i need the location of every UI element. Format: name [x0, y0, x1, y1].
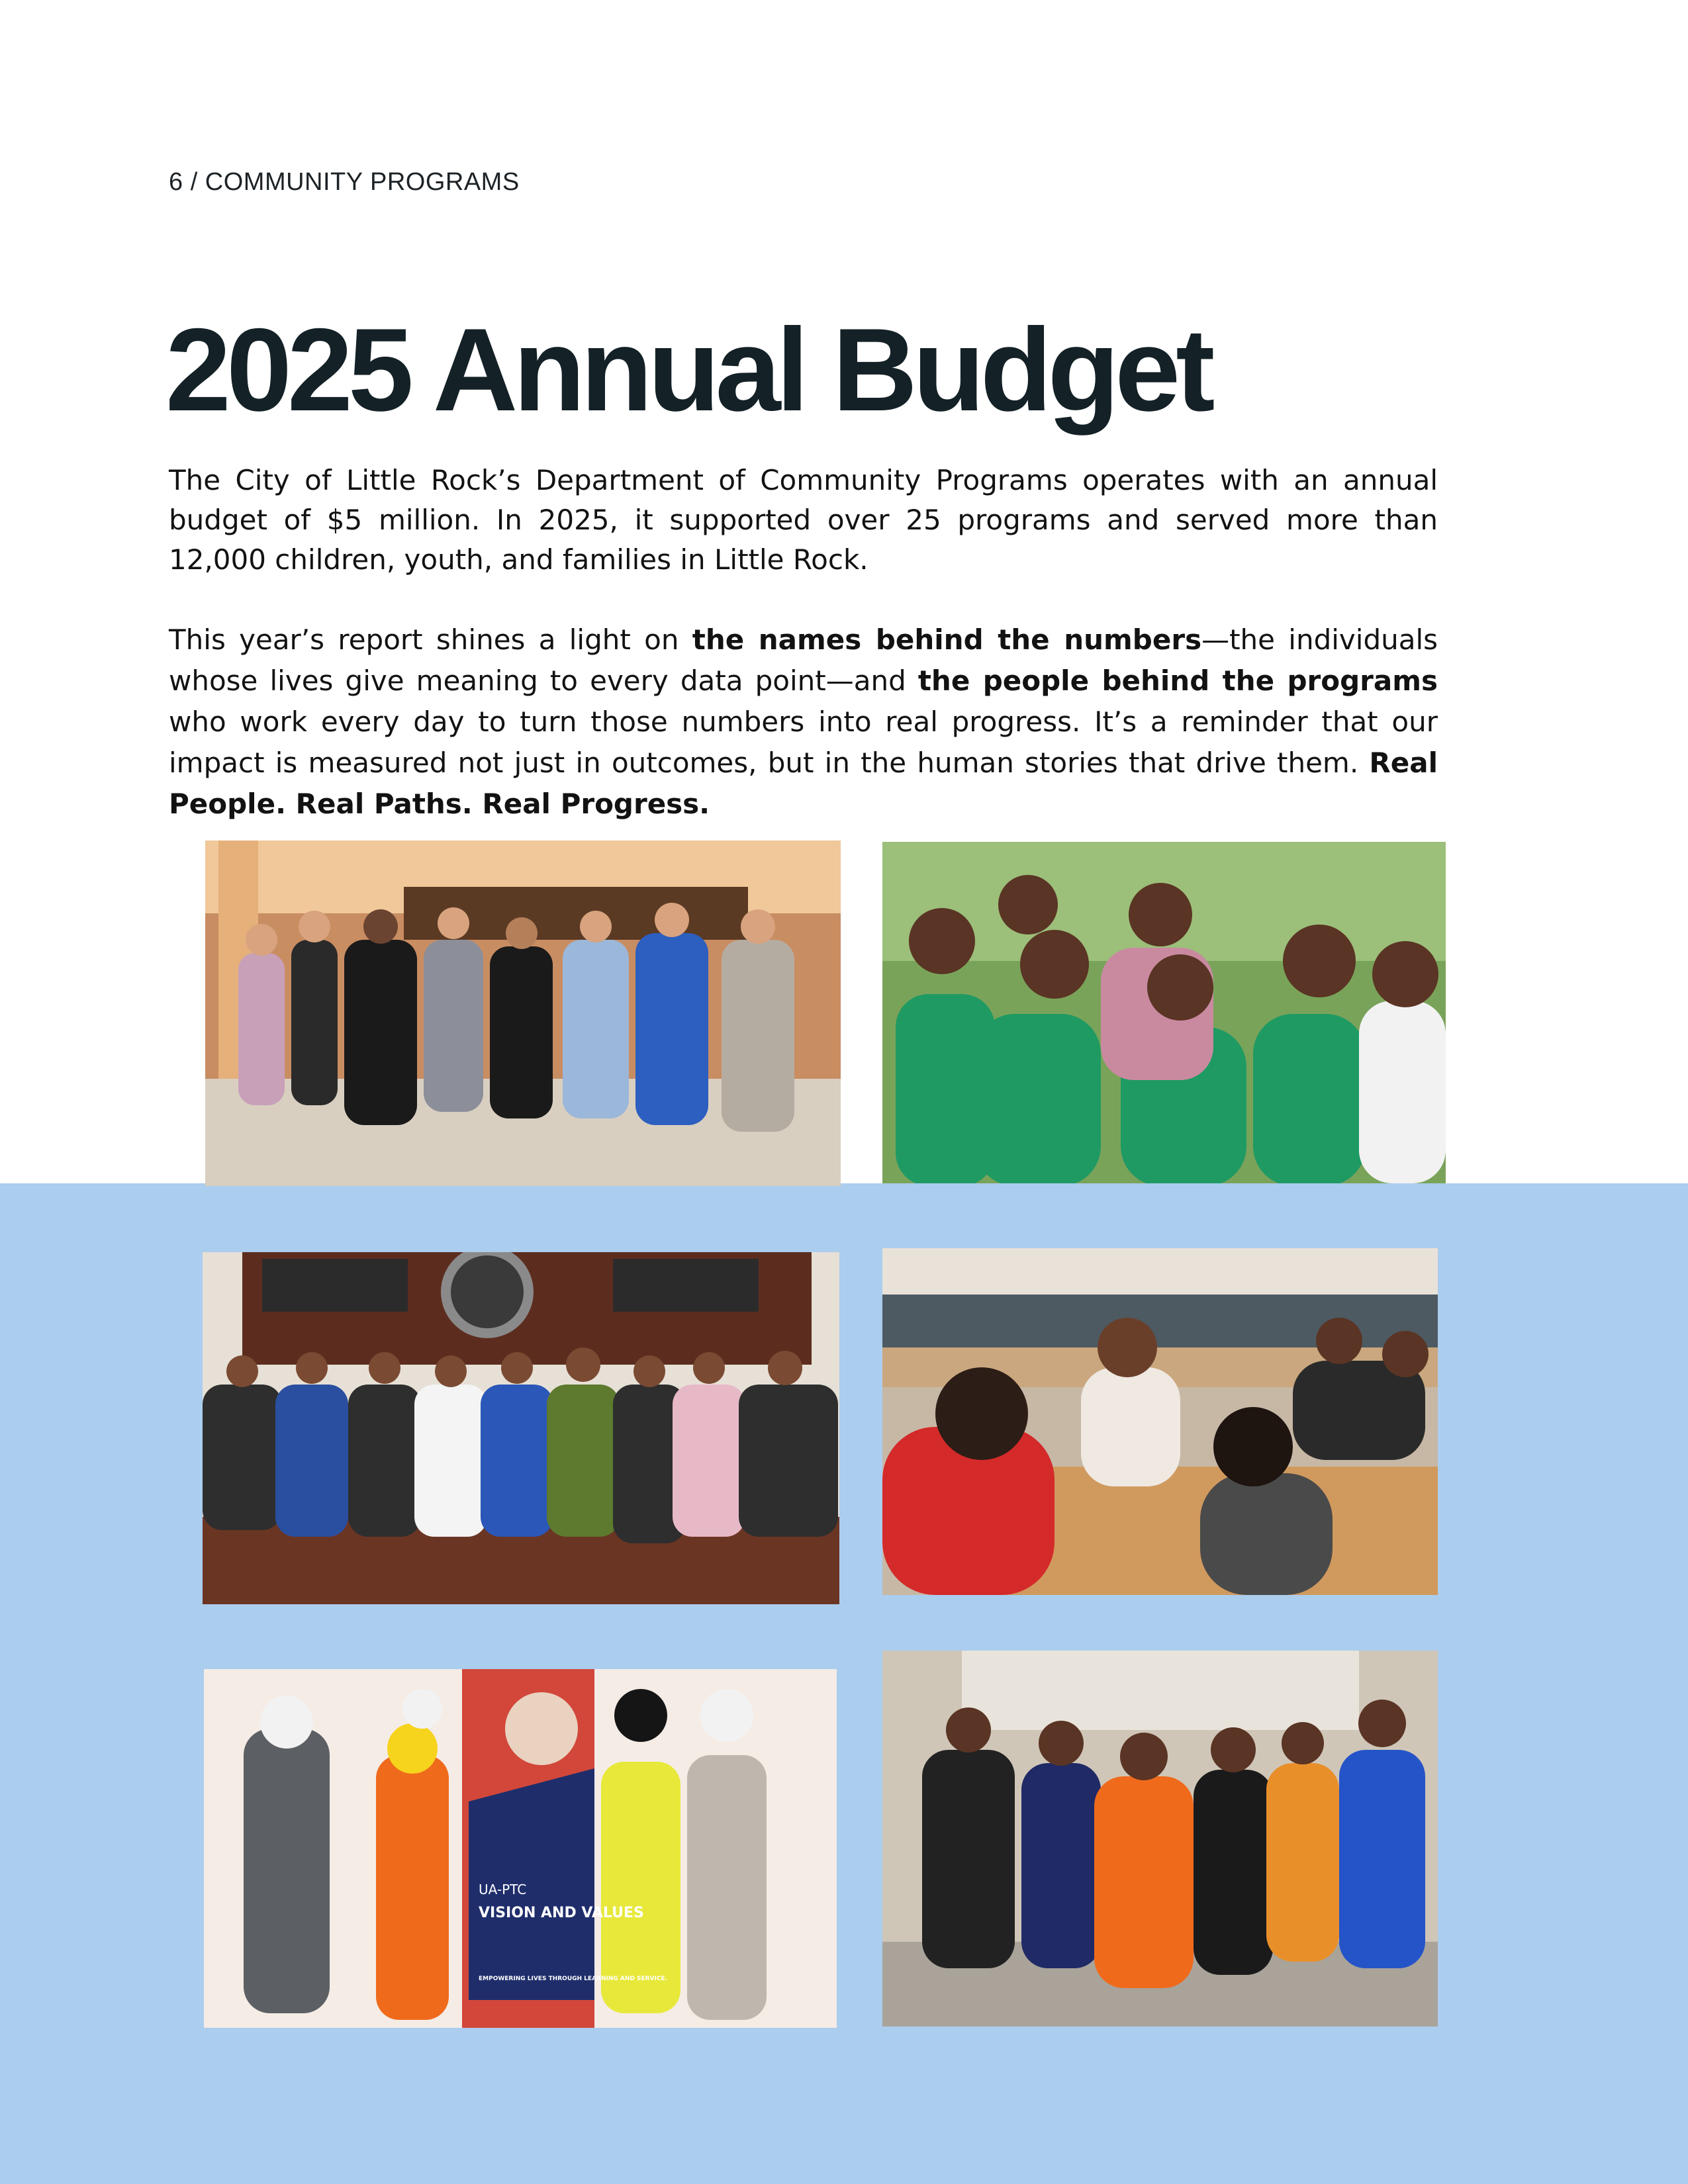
intro-paragraph: The City of Little Rock’s Department of Community Programs operates with an annual budget of $5 million. In 2025, it supported over 25 programs and served more than 12,000 children, youth, and families in Little Rock.: [169, 464, 1438, 576]
running-head: 6 / COMMUNITY PROGRAMS: [169, 168, 520, 196]
report-emphasis-names: the names behind the numbers: [692, 623, 1202, 656]
group-photo-council-chamber: [203, 1252, 839, 1604]
report-tagline: Real People. Real Paths. Real Progress.: [169, 747, 1438, 820]
report-text-3: who work every day to turn those numbers into real progress. It’s a reminder that our impact is measured not just in outcomes, but in the human stories that drive them.: [169, 705, 1438, 779]
banner-tagline: EMPOWERING LIVES THROUGH LEARNING AND SERVICE.: [479, 1976, 668, 1982]
page-title: 2025 Annual Budget: [165, 304, 1211, 435]
group-photo-building-steps: [882, 1651, 1438, 2026]
group-photo-green-shirts: [882, 842, 1446, 1183]
group-photo-trades-training: [204, 1669, 837, 2028]
report-text-1: This year’s report shines a light on: [169, 623, 692, 656]
report-paragraph: [169, 619, 1438, 825]
report-text-2: —the individuals whose lives give meaning to every data point—and: [169, 623, 1438, 697]
group-photo-youth-table: [882, 1248, 1438, 1595]
report-emphasis-people: the people behind the programs: [917, 664, 1438, 697]
group-photo-lobby: [205, 841, 841, 1186]
banner-title: VISION AND VALUES: [479, 1905, 644, 1921]
banner-org-label: UA-PTC: [479, 1882, 527, 1897]
